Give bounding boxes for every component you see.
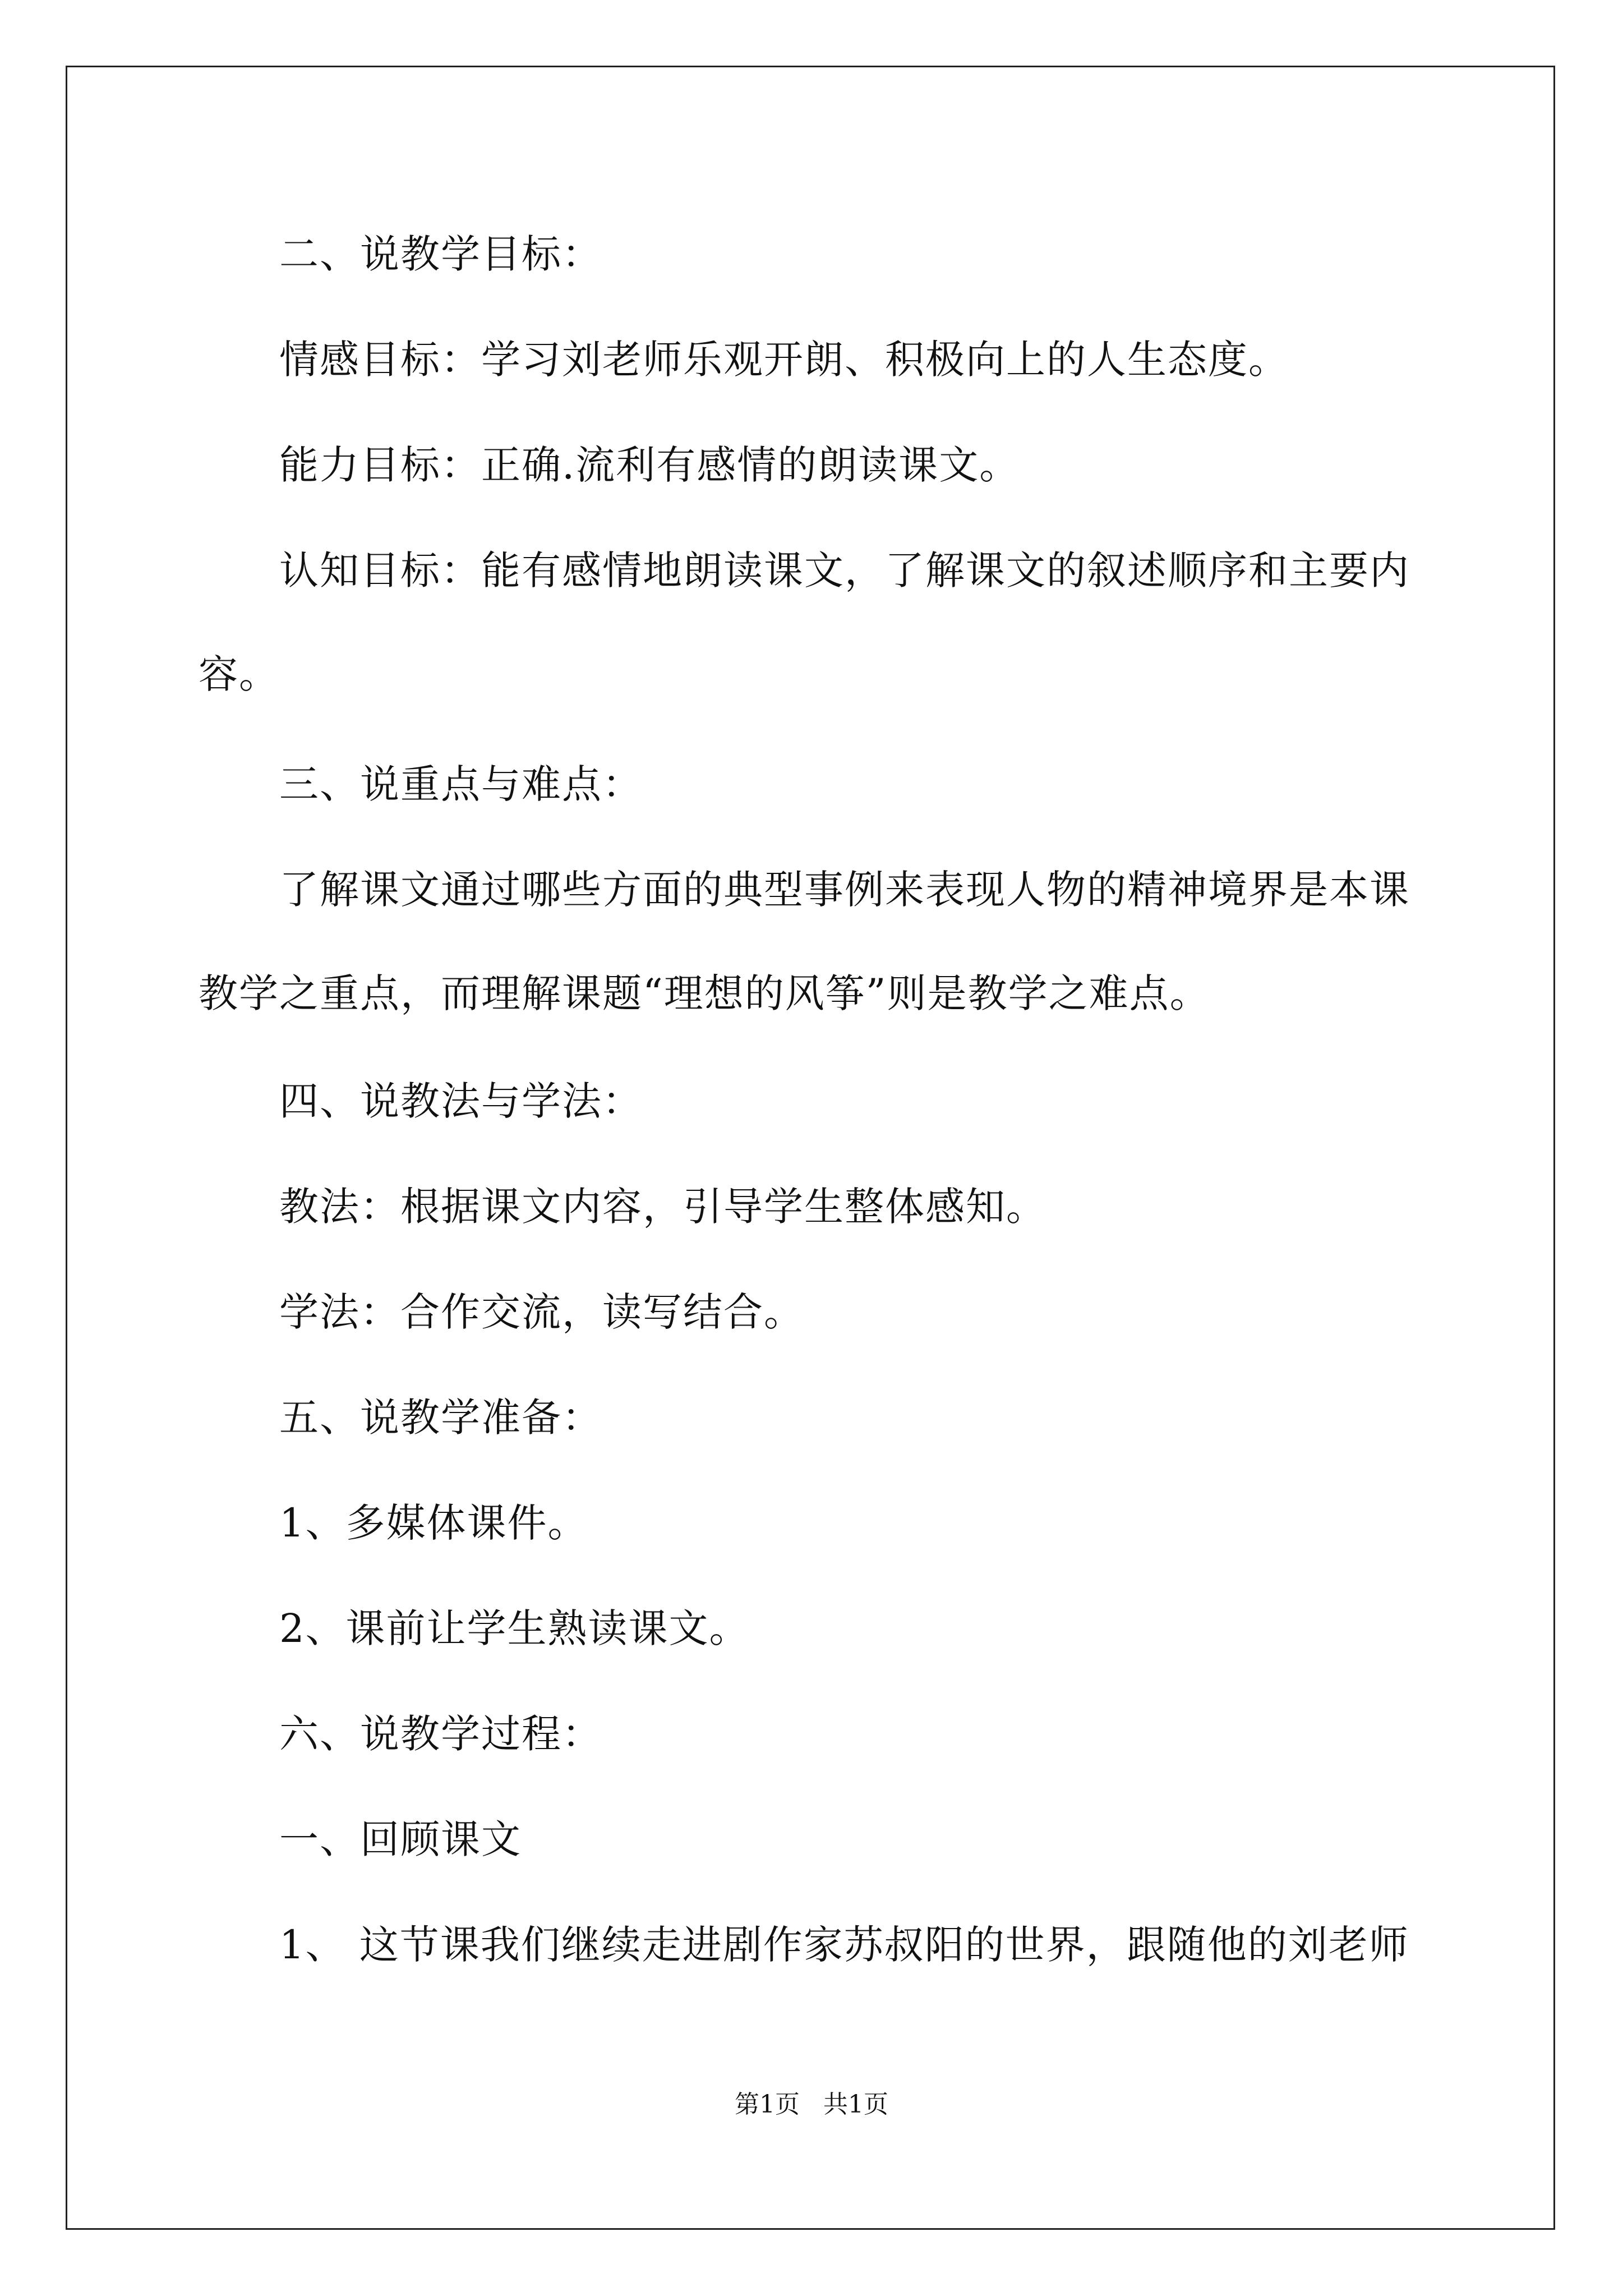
- heading-teaching-objectives: 二、说教学目标：: [279, 231, 602, 277]
- subheading-review-text: 一、回顾课文: [279, 1816, 522, 1862]
- heading-methods: 四、说教法与学法：: [279, 1078, 643, 1124]
- paragraph-ability-objective: 能力目标：正确.流利有感情的朗读课文。: [279, 442, 1020, 488]
- paragraph-learning-method: 学法：合作交流，读写结合。: [279, 1289, 804, 1335]
- paragraph-cognitive-objective-continued: 容。: [199, 651, 279, 697]
- paragraph-key-points-continued: 教学之重点，而理解课题“理想的风筝”则是教学之难点。: [199, 970, 1210, 1016]
- heading-teaching-process: 六、说教学过程：: [279, 1711, 602, 1757]
- paragraph-emotional-objective: 情感目标：学习刘老师乐观开朗、积极向上的人生态度。: [279, 337, 1289, 383]
- list-item-preparation-2: 2、课前让学生熟读课文。: [279, 1605, 750, 1651]
- heading-preparation: 五、说教学准备：: [279, 1395, 602, 1441]
- paragraph-teaching-method: 教法：根据课文内容，引导学生整体感知。: [279, 1184, 1046, 1230]
- paragraph-cognitive-objective: 认知目标：能有感情地朗读课文，了解课文的叙述顺序和主要内: [279, 547, 1410, 593]
- list-item-review-1: 1、 这节课我们继续走进剧作家苏叔阳的世界，跟随他的刘老师: [279, 1922, 1409, 1968]
- list-item-preparation-1: 1、多媒体课件。: [279, 1500, 588, 1546]
- paragraph-key-points: 了解课文通过哪些方面的典型事例来表现人物的精神境界是本课: [279, 867, 1410, 913]
- heading-key-points: 三、说重点与难点：: [279, 761, 643, 807]
- page-footer: 第1页 共1页: [735, 2090, 888, 2119]
